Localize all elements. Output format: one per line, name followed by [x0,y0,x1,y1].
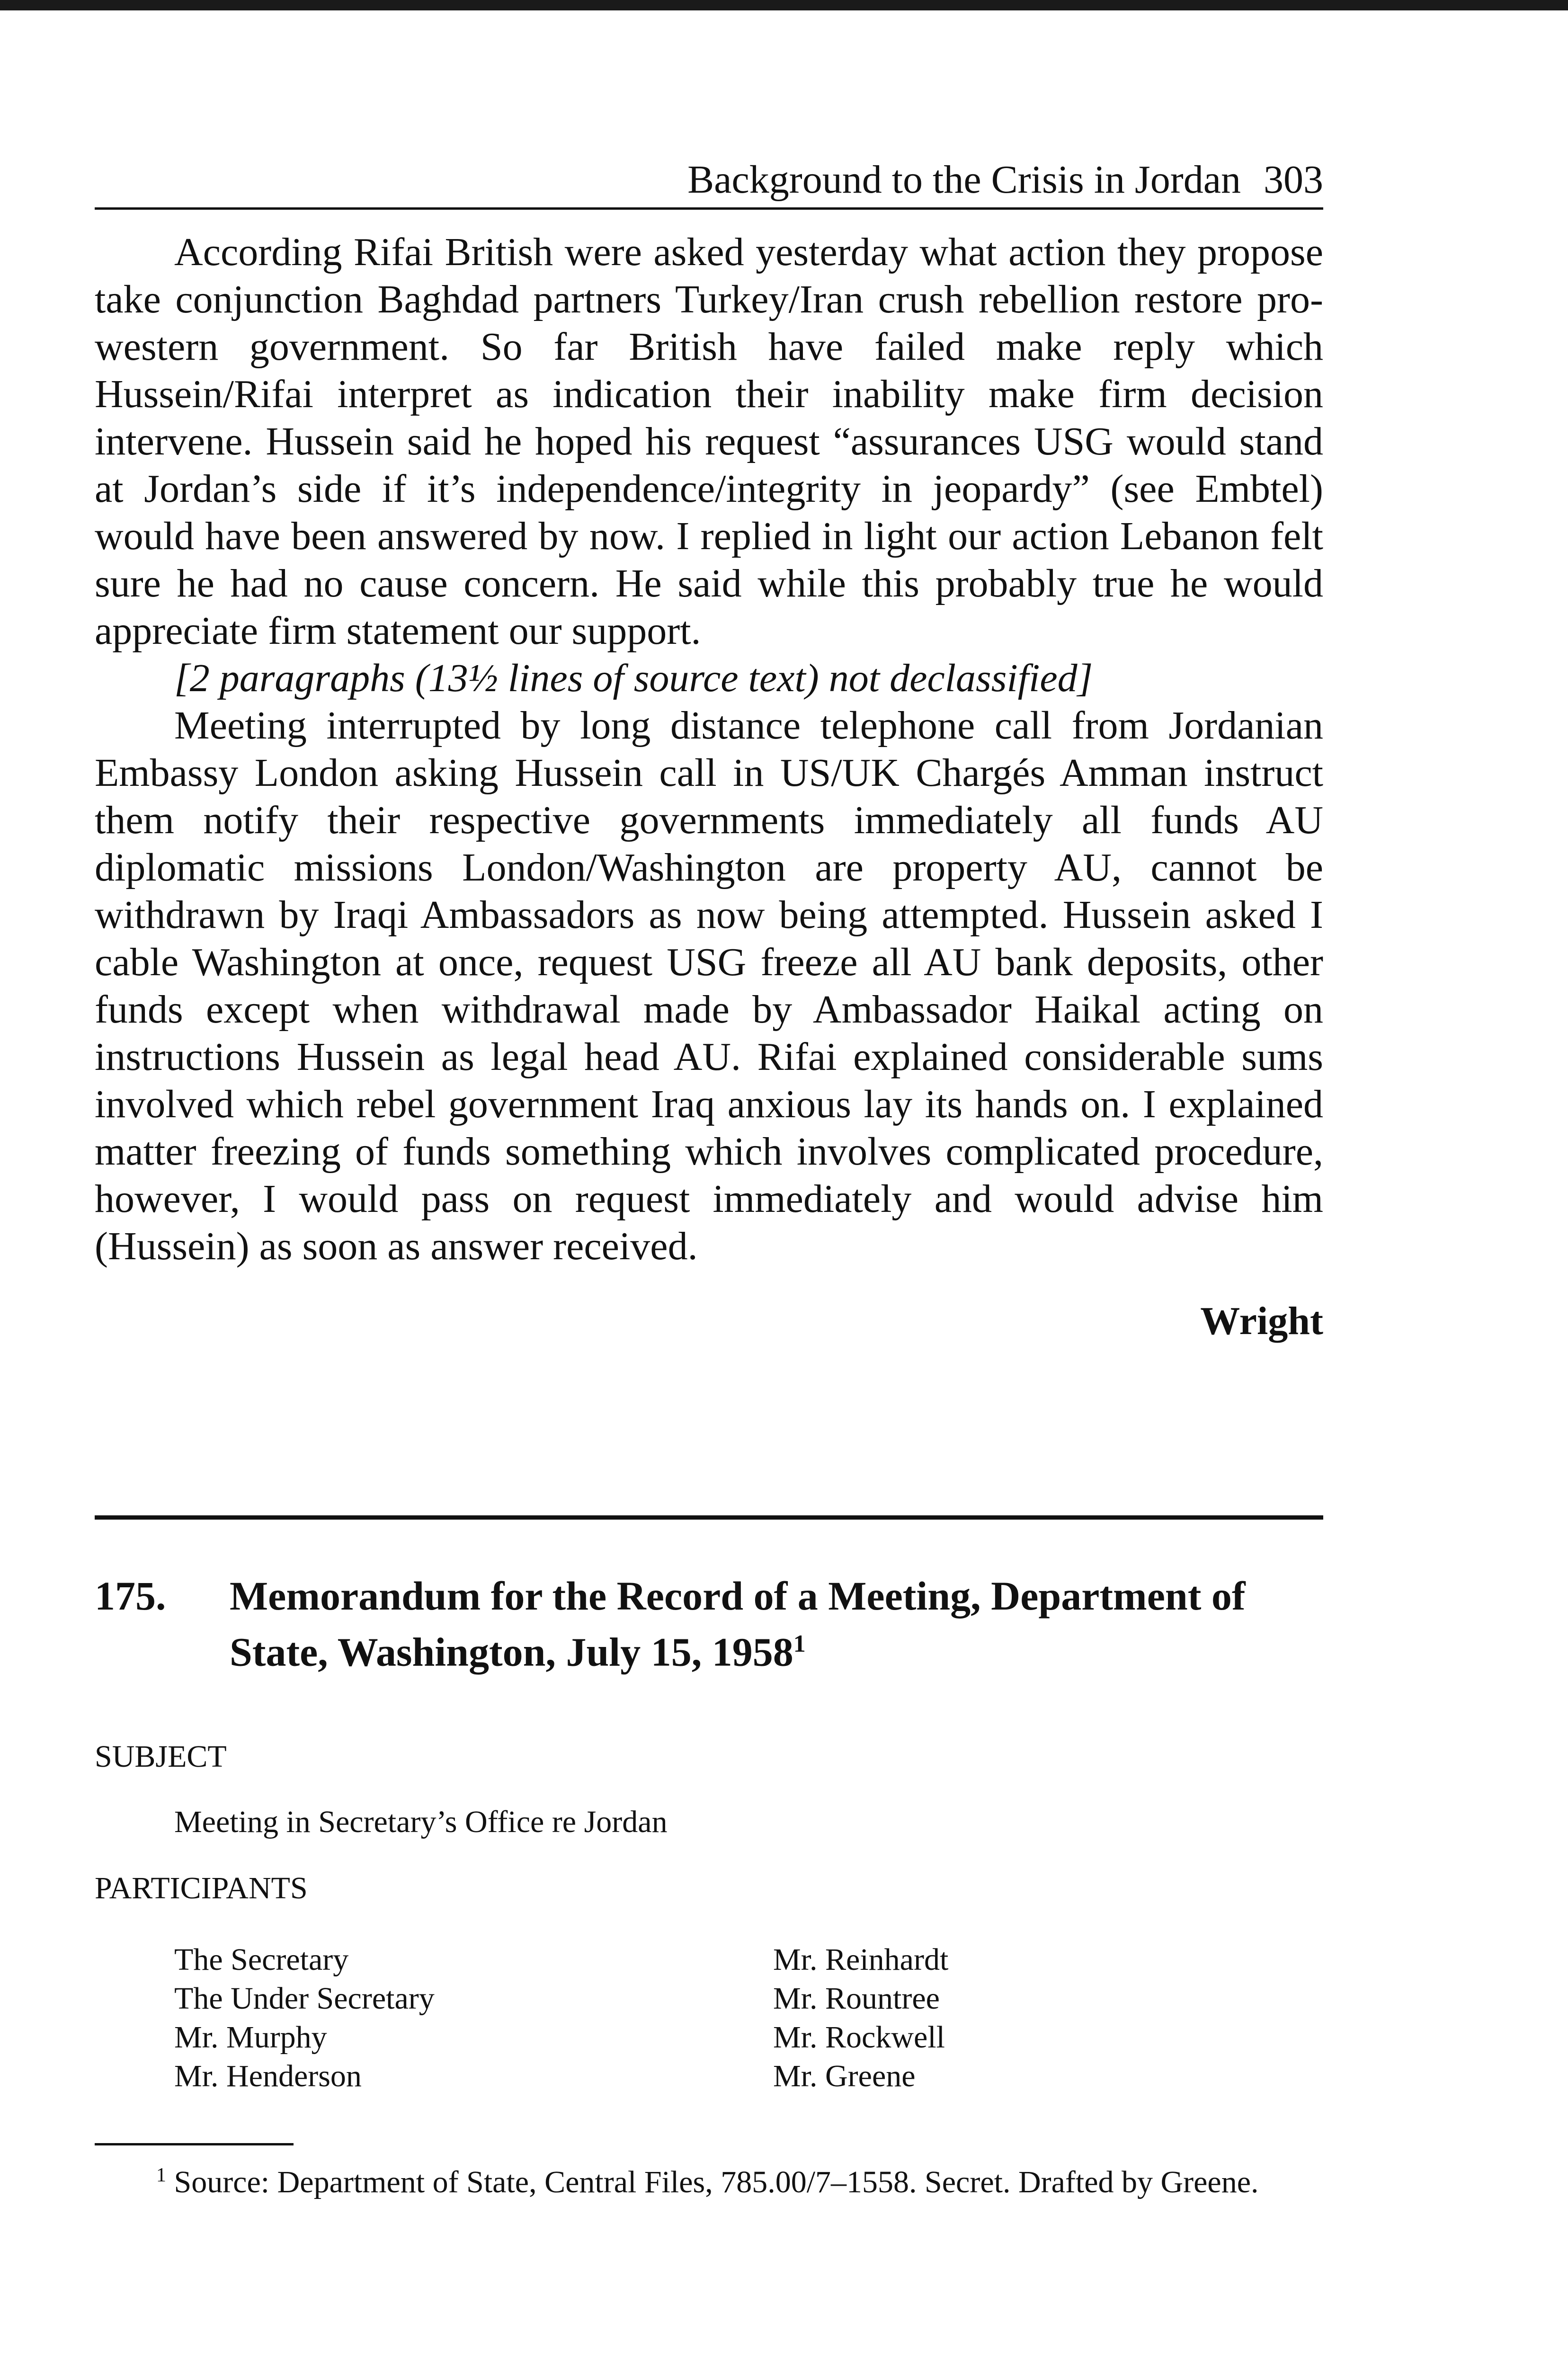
signature: Wright [1200,1299,1323,1343]
document-number: 175. [95,1573,166,1619]
subject-label: SUBJECT [95,1739,227,1774]
section-divider [95,1515,1323,1520]
running-header-title: Background to the Crisis in Jordan [687,158,1241,202]
participant: Mr. Rountree [773,1981,940,2016]
scan-top-border [0,0,1568,10]
participant: The Under Secretary [174,1981,435,2016]
paragraph-1: According Rifai British were asked yesterday what action they propose take conjunction Baghdad partners Turkey/Iran crush rebellion restore pro-western government. So far British have failed make reply which Hussein/Rifai interpret as indication their inability make firm decision intervene. Hussein said he hoped his request “assurances USG would stand at Jordan’s side if it’s independence/integrity in jeopardy” (see Embtel) would have been answered by now. I replied in light our action Lebanon felt sure he had no cause concern. He said while this probably true he would appreciate firm statement our support. [95,230,1323,653]
paragraph-2: Meeting interrupted by long distance telephone call from Jordanian Embassy London asking Hussein call in US/UK Chargés Amman instruct them notify their respective governments immediately all funds AU diplomatic missions London/Washington are property AU, cannot be withdrawn by Iraqi Ambassadors as now being attempted. Hussein asked I cable Washington at once, request USG freeze all AU bank deposits, other funds except when withdrawal made by Ambassador Haikal acting on instructions Hussein as legal head AU. Rifai explained considerable sums involved which rebel government Iraq anxious lay its hands on. I explained matter freezing of funds something which involves complicated procedure, however, I would pass on request immediately and would advise him (Hussein) as soon as answer received. [95,703,1323,1268]
participant: Mr. Henderson [174,2058,362,2093]
participants-label: PARTICIPANTS [95,1870,308,1905]
document-heading [95,1572,1323,1676]
footnote [95,2156,1323,2202]
document-title-wrap [230,1572,1323,1676]
participant: The Secretary [174,1942,349,1977]
participants-list [174,1940,1323,2096]
footnote-text: Source: Department of State, Central Files, 785.00/7–1558. Secret. Drafted by Greene. [174,2164,1259,2199]
document-title: Memorandum for the Record of a Meeting, Department of State, Washington, July 15, 1958 [230,1573,1246,1675]
footnote-rule [95,2143,294,2145]
participant: Mr. Greene [773,2058,916,2093]
subject-text: Meeting in Secretary’s Office re Jordan [174,1804,668,1839]
running-header [95,156,1323,210]
participant: Mr. Rockwell [773,2020,945,2055]
telegram-body [95,229,1323,1270]
footnote-marker: 1 [156,2164,166,2186]
participant: Mr. Reinhardt [773,1942,949,1977]
participant: Mr. Murphy [174,2020,327,2055]
footnote-reference: 1 [793,1630,806,1657]
declassification-note: [2 paragraphs (13½ lines of source text) not declassified] [174,656,1093,700]
document-page [95,156,1323,2202]
page-number: 303 [1264,158,1323,202]
